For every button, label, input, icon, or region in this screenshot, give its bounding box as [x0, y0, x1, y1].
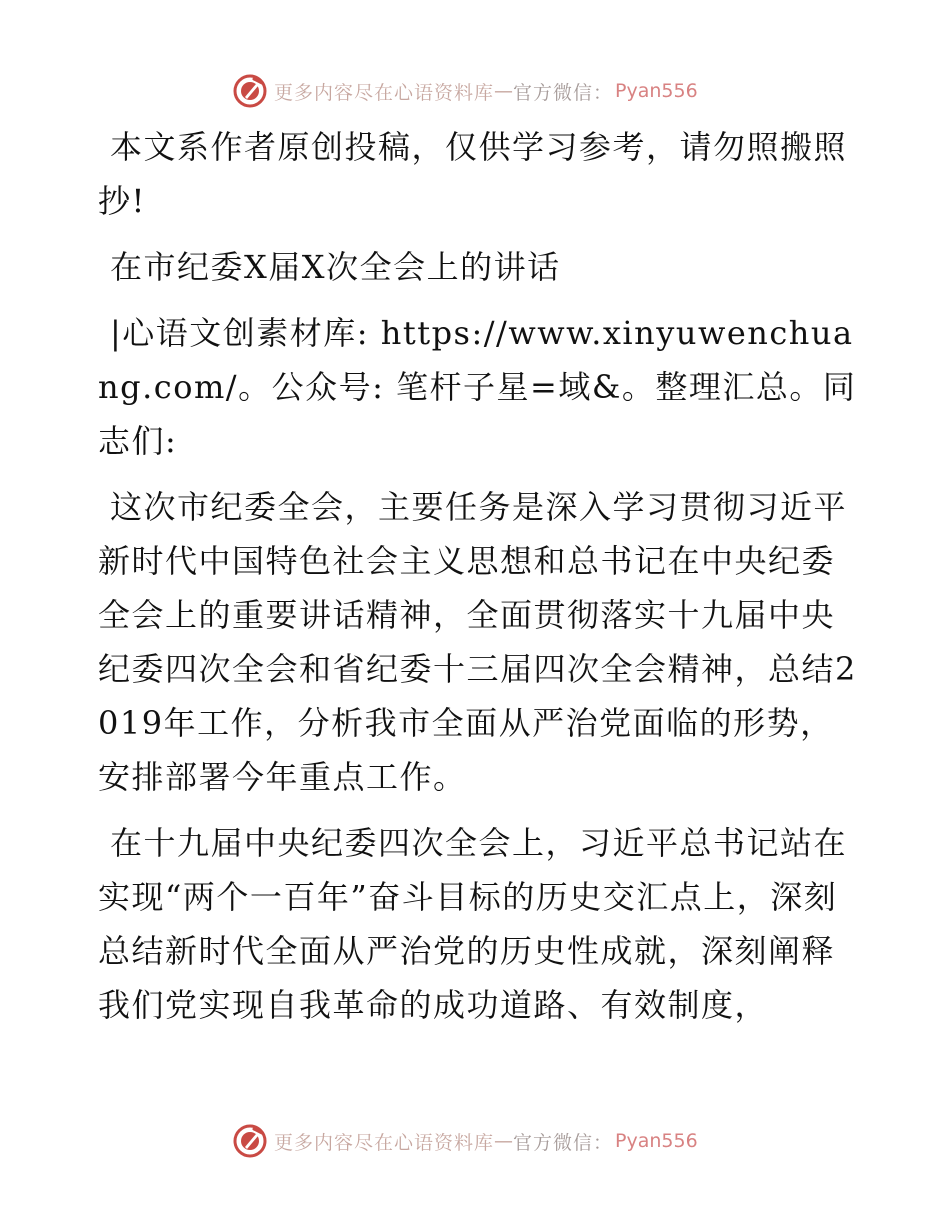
watermark-wechat-label: 官方微信： [513, 81, 614, 104]
watermark-slogan: 更多内容尽在心语资料库 [274, 81, 495, 104]
watermark-separator: — [494, 80, 514, 102]
body-paragraph: 这次市纪委全会，主要任务是深入学习贯彻习近平新时代中国特色社会主义思想和总书记在中央纪委全会上的重要讲话精神，全面贯彻落实十九届中央纪委四次全会和省纪委十三届四次全会精神，总结2019年工作，分析我市全面从严治党面临的形势，安排部署今年重点工作。 [98, 488, 857, 796]
copyright-notice: 本文系作者原创投稿，仅供学习参考，请勿照搬照抄! [98, 128, 848, 220]
watermark-wechat-id: Pyan556 [615, 1130, 698, 1152]
watermark-wechat-label: 官方微信： [513, 1131, 614, 1154]
body-paragraph: 在十九届中央纪委四次全会上，习近平总书记站在实现“两个一百年”奋斗目标的历史交汇点上，深刻总结新时代全面从严治党的历史性成就，深刻阐释我们党实现自我革命的成功道路、有效制度， [98, 824, 848, 1024]
speech-title: 在市纪委X届X次全会上的讲话 [110, 248, 561, 286]
pen-logo-icon [232, 1123, 268, 1159]
watermark-wechat-id: Pyan556 [615, 80, 698, 102]
watermark-slogan: 更多内容尽在心语资料库 [274, 1131, 495, 1154]
document-body [98, 120, 858, 1044]
source-line: |心语文创素材库: https://www.xinyuwenchuang.com/。公众号: 笔杆子星=域&。整理汇总。同志们: [98, 314, 857, 460]
pen-logo-icon [232, 73, 268, 109]
watermark-separator: — [494, 1130, 514, 1152]
header-watermark [232, 71, 698, 111]
footer-watermark [232, 1121, 698, 1161]
